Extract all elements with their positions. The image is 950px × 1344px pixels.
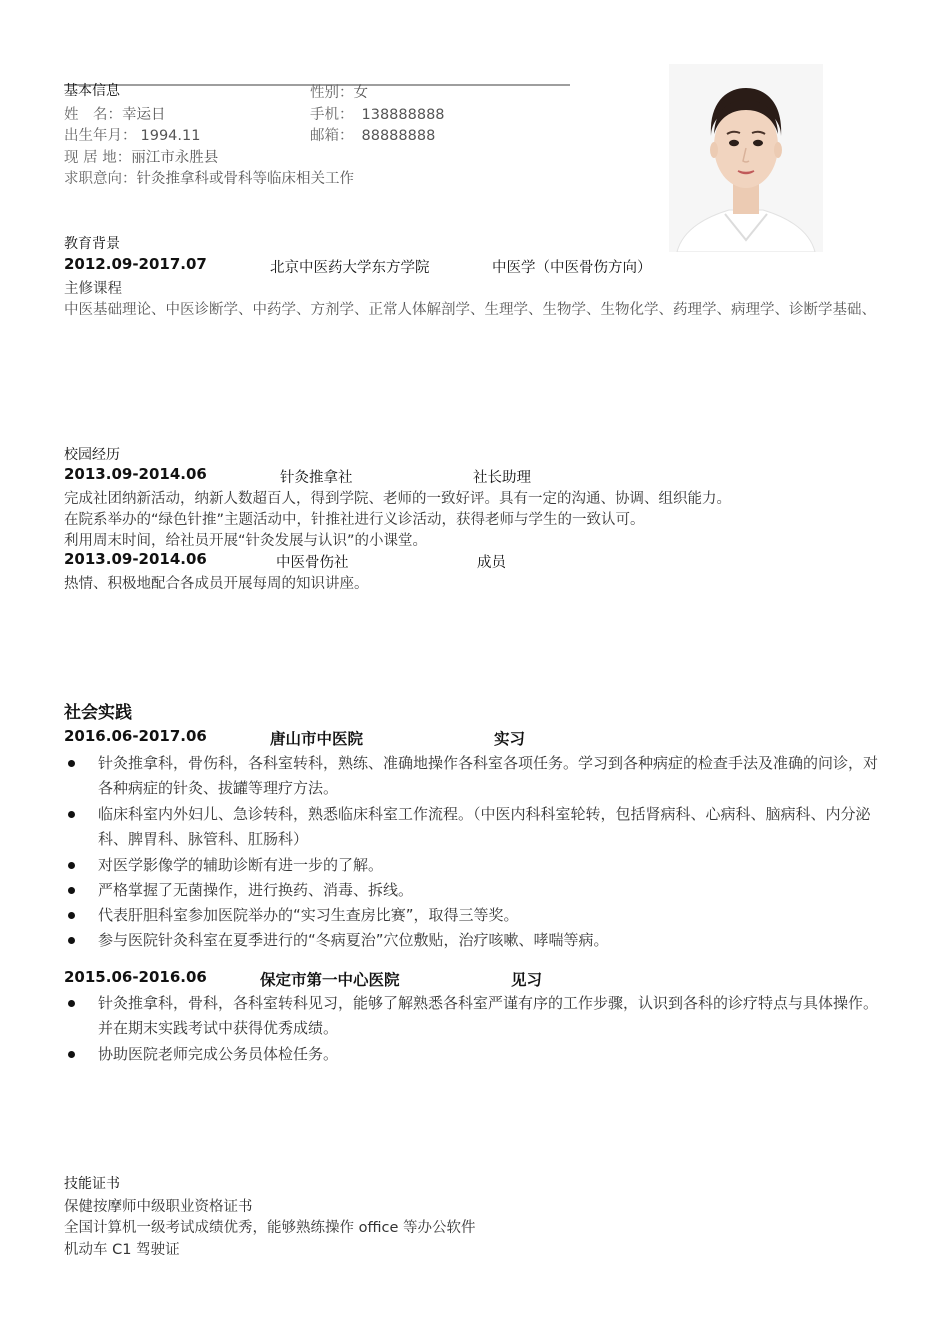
practice-item-1-org: 唐山市中医院 (270, 730, 364, 748)
practice-item-1-bullet-4: 严格掌握了无菌操作，进行换药、消毒、拆线。 (64, 878, 884, 903)
basic-info-heading: 基本信息 (64, 83, 120, 99)
skill-item-3: 机动车 C1 驾驶证 (64, 1242, 180, 1258)
bullet-dot (68, 912, 75, 919)
bullet-dot (68, 760, 75, 767)
practice-item-2-bullet-2: 协助医院老师完成公务员体检任务。 (64, 1042, 884, 1067)
practice-item-1-bullet-1: 针灸推拿科，骨伤科，各科室转科，熟练、准确地操作各科室各项任务。学习到各种病症的检查手法及准确的问诊，对各种病症的针灸、拔罐等理疗方法。 (64, 751, 884, 801)
email-value: 88888888 (361, 128, 436, 144)
practice-item-1-bullet-5: 代表肝胆科室参加医院举办的“实习生查房比赛”，取得三等奖。 (64, 903, 884, 928)
campus-heading: 校园经历 (64, 447, 120, 463)
name-value: 幸运日 (122, 107, 166, 123)
campus-item-2-period: 2013.09-2014.06 (64, 550, 207, 568)
campus-item-2-role: 成员 (477, 555, 506, 571)
gender-label: 性别： (310, 85, 354, 101)
intent-row (64, 167, 354, 188)
practice-item-1-role: 实习 (494, 730, 526, 748)
practice-item-2-bullet-1: 针灸推拿科，骨科，各科室转科见习，能够了解熟悉各科室严谨有序的工作步骤，认识到各科的诊疗特点与具体操作。并在期末实践考试中获得优秀成绩。 (64, 991, 884, 1041)
bullet-dot (68, 862, 75, 869)
phone-value: 138888888 (361, 107, 445, 123)
bullet-dot (68, 937, 75, 944)
gender-value: 女 (353, 85, 368, 101)
practice-item-2-role: 见习 (511, 971, 543, 989)
campus-item-2-org: 中医骨伤社 (276, 555, 349, 571)
address-value: 丽江市永胜县 (131, 150, 219, 166)
campus-item-1-period: 2013.09-2014.06 (64, 465, 207, 483)
birth-label: 出生年月： (64, 128, 137, 144)
intent-label: 求职意向： (64, 171, 137, 187)
name-row (64, 103, 166, 124)
phone-row (310, 103, 445, 124)
practice-heading: 社会实践 (64, 703, 132, 723)
education-school: 北京中医药大学东方学院 (270, 260, 430, 276)
courses-text: 中医基础理论、中医诊断学、中药学、方剂学、正常人体解剖学、生理学、生物学、生物化学、药理学、病理学、诊断学基础、 (64, 302, 876, 318)
birth-row (64, 124, 200, 145)
education-heading: 教育背景 (64, 236, 120, 252)
phone-label: 手机： (310, 107, 354, 123)
intent-value: 针灸推拿科或骨科等临床相关工作 (136, 171, 354, 187)
campus-item-1-line-2: 在院系举办的“绿色针推”主题活动中，针推社进行义诊活动，获得老师与学生的一致认可。 (64, 512, 645, 528)
practice-item-1-bullet-6: 参与医院针灸科室在夏季进行的“冬病夏治”穴位敷贴，治疗咳嗽、哮喘等病。 (64, 928, 884, 953)
birth-value: 1994.11 (140, 128, 201, 144)
email-row (310, 124, 435, 145)
address-row (64, 146, 218, 167)
skill-item-1: 保健按摩师中级职业资格证书 (64, 1199, 253, 1215)
campus-item-1-line-1: 完成社团纳新活动，纳新人数超百人，得到学院、老师的一致好评。具有一定的沟通、协调、组织能力。 (64, 491, 731, 507)
practice-item-2-org: 保定市第一中心医院 (260, 971, 400, 989)
portrait-illustration (669, 64, 823, 252)
name-label: 姓 名： (64, 107, 122, 123)
education-period: 2012.09-2017.07 (64, 255, 207, 273)
practice-item-1-period: 2016.06-2017.06 (64, 727, 207, 745)
campus-item-2-line-1: 热情、积极地配合各成员开展每周的知识讲座。 (64, 576, 369, 592)
education-major: 中医学（中医骨伤方向） (492, 260, 652, 276)
courses-label: 主修课程 (64, 281, 122, 297)
bullet-dot (68, 887, 75, 894)
skills-heading: 技能证书 (64, 1176, 120, 1192)
email-label: 邮箱： (310, 128, 354, 144)
practice-item-1-bullet-3: 对医学影像学的辅助诊断有进一步的了解。 (64, 853, 884, 878)
address-label: 现 居 地： (64, 150, 132, 166)
bullet-dot (68, 1051, 75, 1058)
bullet-dot (68, 811, 75, 818)
practice-item-2-period: 2015.06-2016.06 (64, 968, 207, 986)
campus-item-1-role: 社长助理 (473, 470, 531, 486)
profile-photo (669, 64, 823, 252)
campus-item-1-org: 针灸推拿社 (280, 470, 353, 486)
practice-item-1-bullet-2: 临床科室内外妇儿、急诊转科，熟悉临床科室工作流程。（中医内科科室轮转，包括肾病科、心病科、脑病科、内分泌科、脾胃科、脉管科、肛肠科） (64, 802, 884, 852)
bullet-dot (68, 1000, 75, 1007)
campus-item-1-line-3: 利用周末时间，给社员开展“针灸发展与认识”的小课堂。 (64, 533, 428, 549)
gender-row (310, 81, 368, 102)
skill-item-2: 全国计算机一级考试成绩优秀，能够熟练操作 office 等办公软件 (64, 1220, 476, 1236)
